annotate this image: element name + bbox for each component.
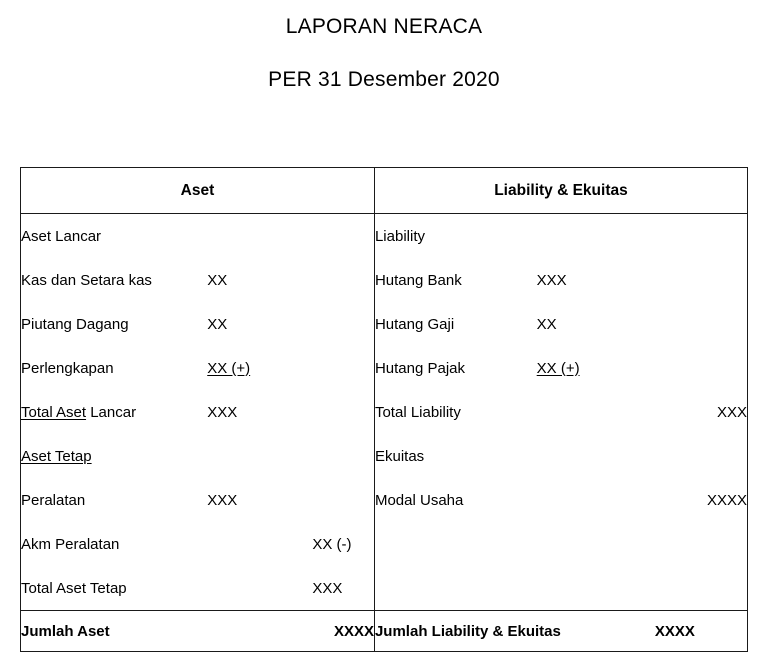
left-row-label-plain: Lancar [86,403,137,421]
balance-sheet-grid [21,168,747,651]
right-row-spacer [537,478,655,522]
table-row [21,346,747,390]
left-row-value: XX (-) [312,522,374,566]
right-row-value: XX [536,315,557,333]
left-row-spacer [312,434,374,478]
left-row-value [207,214,312,259]
left-row-label-underlined: Total Aset [21,403,87,421]
page-title: LAPORAN NERACA [285,15,483,38]
left-row-label [21,434,207,478]
right-row-spacer [655,346,747,390]
right-row-spacer [537,390,655,434]
table-total-row [21,611,747,652]
right-row-label: Hutang Pajak [374,359,466,377]
left-row-value [207,434,312,478]
right-row-value [537,346,655,390]
table-row [21,258,747,302]
right-row-label: Hutang Gaji [374,315,455,333]
balance-sheet-table [20,167,748,652]
table-row [21,302,747,346]
right-row-value: XXX [536,271,567,289]
right-row-label: Liability [374,227,425,245]
left-row-value: XXX [312,566,374,611]
right-row-value [537,434,655,478]
table-header-row [21,168,747,214]
right-row-value [537,566,655,611]
left-row-spacer [207,566,312,611]
left-row-spacer [207,522,312,566]
right-row-value [537,522,655,566]
right-row-label [374,522,536,566]
left-row-label: Perlengkapan [21,359,114,377]
left-row-value-text: XX (+) [207,359,251,377]
left-row-label: Aset Lancar [21,227,102,245]
left-row-label: Peralatan [21,491,86,509]
document-title-block [0,0,768,92]
left-row-spacer [312,258,374,302]
right-row-spacer [655,214,747,259]
right-row-label: Total Liability [374,403,461,421]
right-row-label: Modal Usaha [374,491,464,509]
left-row-label: Akm Peralatan [21,535,120,553]
right-row-spacer [655,258,747,302]
right-total-value: XXXX [655,611,747,652]
left-row-label-underlined: Aset Tetap [21,447,92,465]
right-row-spacer [655,302,747,346]
table-row [21,434,747,478]
right-row-label: Ekuitas [374,447,425,465]
left-row-spacer [312,478,374,522]
table-row [21,566,747,611]
right-row-value [537,214,655,259]
header-cell-aset: Aset [21,168,374,214]
right-row-spacer [655,522,747,566]
table-row [21,214,747,259]
left-row-value: XXX [207,491,238,509]
page-subtitle: PER 31 Desember 2020 [268,68,500,92]
left-row-label: Kas dan Setara kas [21,271,152,289]
right-row-value-text: XX (+) [536,359,580,377]
left-total-value: XXXX [312,611,374,652]
left-row-spacer [312,302,374,346]
right-row-value: XXX [716,403,747,421]
left-row-label: Piutang Dagang [21,315,129,333]
left-row-value: XX [207,315,228,333]
right-row-label [374,566,536,611]
left-row-label [21,390,207,434]
table-row [21,478,747,522]
left-row-spacer [312,390,374,434]
right-row-spacer [655,566,747,611]
table-row [21,390,747,434]
left-total-label: Jumlah Aset [21,611,312,652]
left-row-value [207,346,312,390]
left-row-spacer [312,346,374,390]
header-cell-liability-ekuitas: Liability & Ekuitas [374,168,747,214]
right-total-label: Jumlah Liability & Ekuitas [374,611,654,652]
right-row-spacer [655,434,747,478]
table-row [21,522,747,566]
right-row-label: Hutang Bank [374,271,462,289]
left-row-value: XX [207,271,228,289]
right-row-value: XXXX [706,491,747,509]
left-row-label: Total Aset Tetap [21,579,127,597]
left-row-spacer [312,214,374,259]
left-row-value: XXX [207,403,238,421]
